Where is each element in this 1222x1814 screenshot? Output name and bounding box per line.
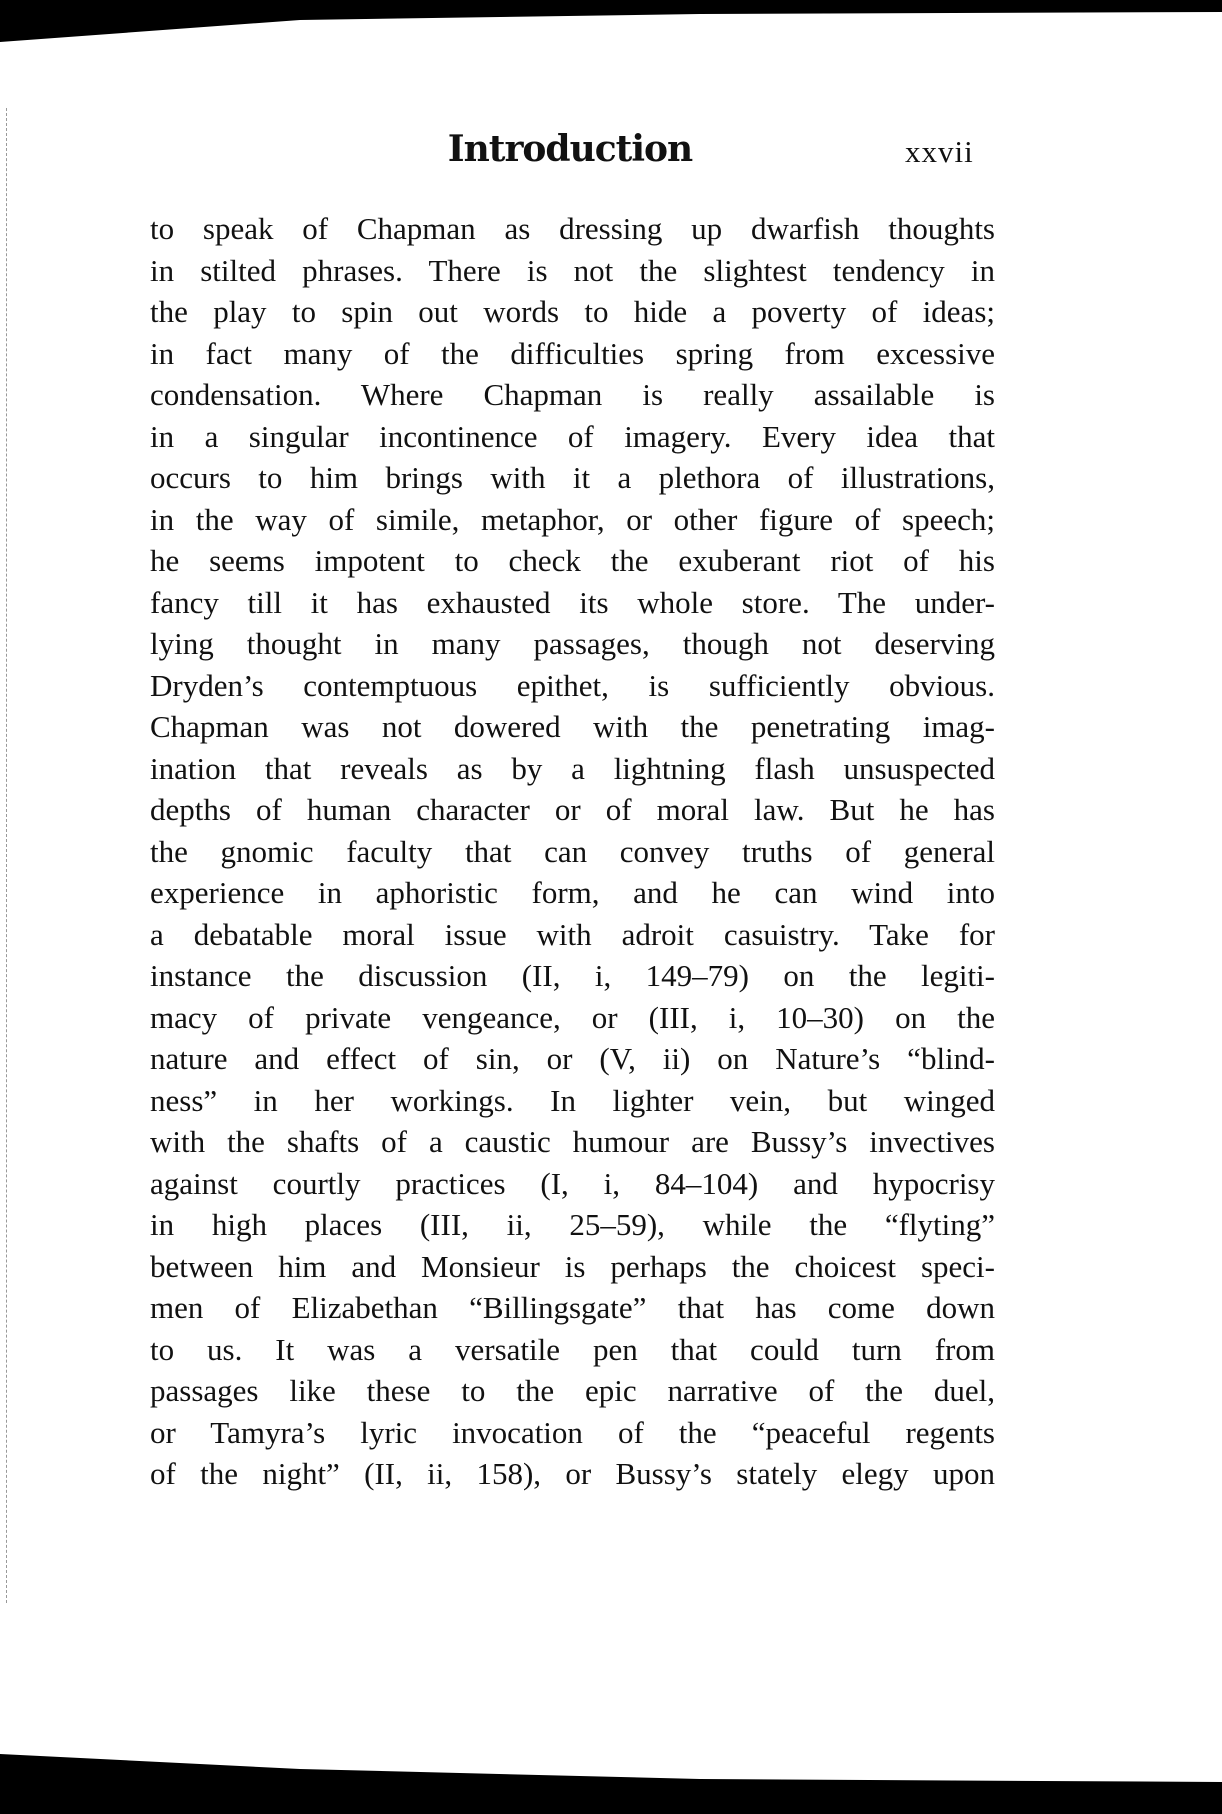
text-line: fancy till it has exhausted its whole store. The under- (150, 584, 995, 620)
text-line: instance the discussion (II, i, 149–79) on the legiti- (150, 958, 995, 993)
text-line: or Tamyra’s lyric invocation of the “peaceful regents (150, 1414, 995, 1450)
text-line: Dryden’s contemptuous epithet, is sufficiently obvious. (150, 667, 995, 703)
text-line: he seems impotent to check the exuberant riot of his (150, 543, 995, 578)
text-line: experience in aphoristic form, and he can wind into (150, 875, 995, 910)
text-line: in the way of simile, metaphor, or other figure of speech; (150, 501, 995, 537)
text-line: Chapman was not dowered with the penetrating imag- (150, 709, 995, 744)
text-line: ination that reveals as by a lightning flash unsuspected (150, 750, 995, 786)
text-line: of the night” (II, ii, 158), or Bussy’s stately elegy upon (150, 1456, 995, 1491)
text-line: with the shafts of a caustic humour are Bussy’s invectives (150, 1124, 995, 1159)
text-line: lying thought in many passages, though not deserving (150, 626, 995, 661)
text-line: macy of private vengeance, or (III, i, 10–30) on the (150, 999, 995, 1035)
scan-margin-line (6, 108, 7, 1603)
text-line: in a singular incontinence of imagery. Every idea that (150, 418, 995, 454)
text-line: between him and Monsieur is perhaps the choicest speci- (150, 1248, 995, 1284)
text-line: in high places (III, ii, 25–59), while the “flyting” (150, 1207, 995, 1242)
text-line: passages like these to the epic narrative of the duel, (150, 1373, 995, 1408)
text-line: the play to spin out words to hide a poverty of ideas; (150, 294, 995, 329)
text-line: in stilted phrases. There is not the slightest tendency in (150, 252, 995, 288)
running-title: Introduction (447, 128, 693, 170)
scan-edge-top (0, 0, 1222, 50)
scan-edge-bottom (0, 1754, 1222, 1814)
text-line: nature and effect of sin, or (V, ii) on Nature’s “blind- (150, 1041, 995, 1076)
text-line: ness” in her workings. In lighter vein, but winged (150, 1082, 995, 1118)
page-number: xxvii (905, 134, 974, 169)
body-text (150, 208, 995, 1495)
text-line: condensation. Where Chapman is really assailable is (150, 377, 995, 412)
text-line: against courtly practices (I, i, 84–104) and hypocrisy (150, 1165, 995, 1201)
text-line: to speak of Chapman as dressing up dwarfish thoughts (150, 211, 995, 246)
text-line: to us. It was a versatile pen that could turn from (150, 1331, 995, 1367)
text-line: the gnomic faculty that can convey truths of general (150, 833, 995, 869)
text-line: a debatable moral issue with adroit casuistry. Take for (150, 916, 995, 952)
text-line: men of Elizabethan “Billingsgate” that has come down (150, 1290, 995, 1325)
text-line: in fact many of the difficulties spring from excessive (150, 335, 995, 371)
text-line: depths of human character or of moral law. But he has (150, 792, 995, 827)
text-line: occurs to him brings with it a plethora of illustrations, (150, 460, 995, 495)
